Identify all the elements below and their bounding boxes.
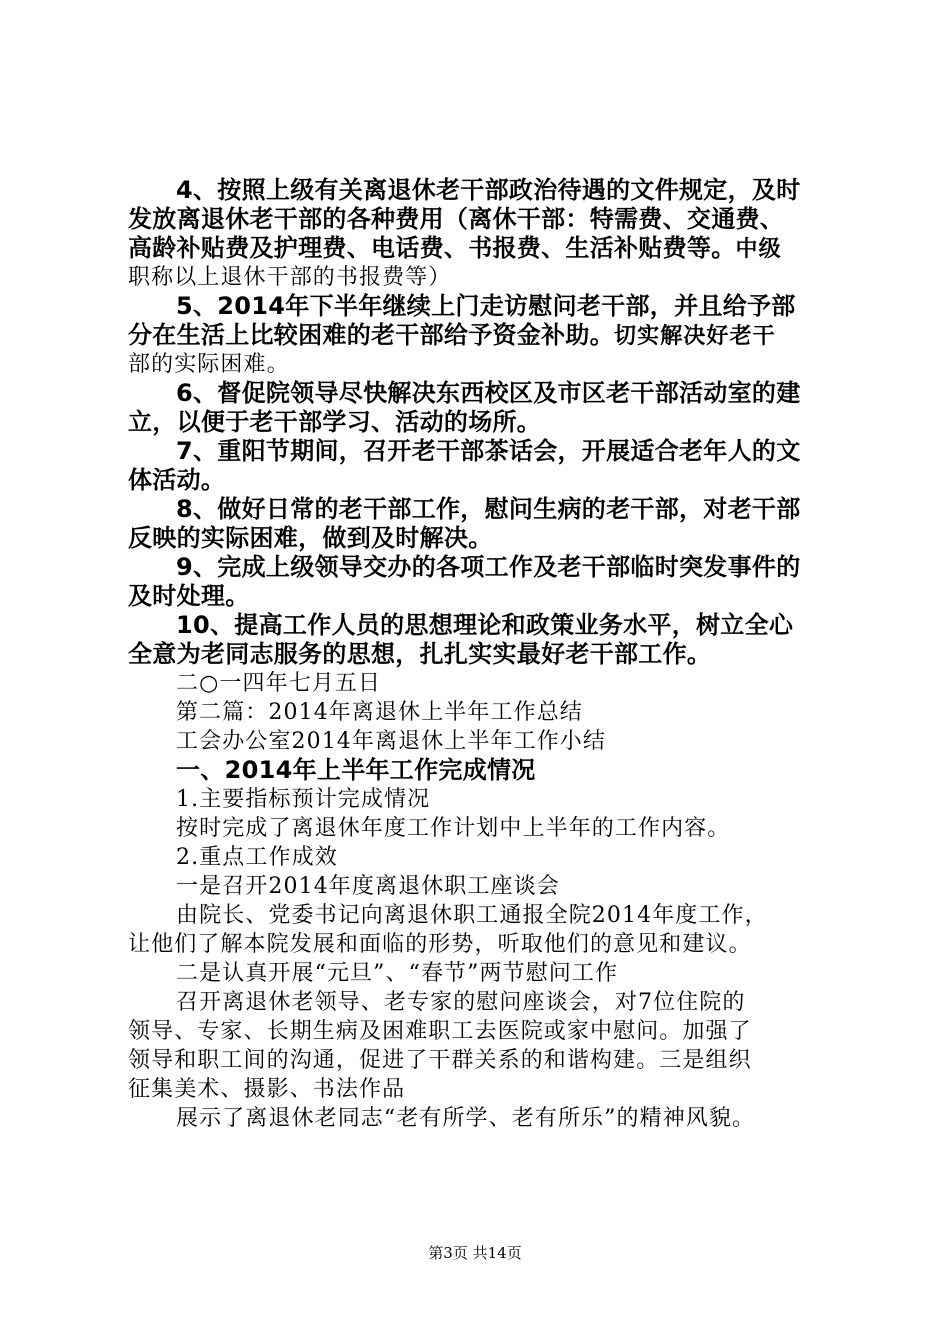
text-line — [128, 1046, 834, 1075]
line-text: 4、按照上级有关离退休老干部政治待遇的文件规定，及时 — [176, 176, 801, 204]
line-text: 领导和职工间的沟通，促进了干群关系的和谐构建。三是组织 — [128, 1048, 752, 1073]
text-line — [128, 640, 834, 669]
line-text: 高龄补贴费及护理费、电话费、书报费、生活补贴费等。 — [128, 234, 736, 262]
line-text-tail: 切实解决好老干 — [614, 323, 776, 349]
line-text: 部的实际困难。 — [128, 352, 290, 377]
text-line — [128, 959, 834, 988]
line-text: 让他们了解本院发展和面临的形势，听取他们的意见和建议。 — [128, 932, 752, 957]
text-line — [128, 901, 834, 930]
text-line — [128, 379, 834, 408]
text-line — [128, 263, 834, 292]
line-text: 由院长、党委书记向离退休职工通报全院2014年度工作， — [176, 903, 768, 928]
text-line — [128, 437, 834, 466]
line-text: 按时完成了离退休年度工作计划中上半年的工作内容。 — [176, 816, 731, 841]
text-line — [128, 524, 834, 553]
text-line — [128, 669, 834, 698]
text-line — [128, 930, 834, 959]
text-line — [128, 1017, 834, 1046]
text-line — [128, 582, 834, 611]
text-line — [128, 727, 834, 756]
line-text: 一、2014年上半年工作完成情况 — [176, 756, 536, 784]
text-line — [128, 176, 834, 205]
text-line — [128, 814, 834, 843]
line-text: 2.重点工作成效 — [176, 845, 338, 870]
line-text: 立，以便于老干部学习、活动的场所。 — [128, 408, 542, 436]
text-line — [128, 785, 834, 814]
line-text: 8、做好日常的老干部工作，慰问生病的老干部，对老干部 — [176, 495, 801, 523]
text-line — [128, 321, 834, 350]
text-line — [128, 843, 834, 872]
text-line — [128, 553, 834, 582]
line-text: 6、督促院领导尽快解决东西校区及市区老干部活动室的建 — [176, 379, 801, 407]
line-text: 分在生活上比较困难的老干部给予资金补助。 — [128, 321, 614, 349]
text-line — [128, 408, 834, 437]
text-line — [128, 1104, 834, 1133]
text-line — [128, 495, 834, 524]
line-text: 及时处理。 — [128, 582, 250, 610]
line-text: 1.主要指标预计完成情况 — [176, 787, 431, 812]
line-text: 一是召开2014年度离退休职工座谈会 — [176, 874, 560, 899]
line-text: 二○一四年七月五日 — [176, 671, 382, 696]
line-text: 展示了离退休老同志“老有所学、老有所乐”的精神风貌。 — [176, 1106, 756, 1131]
line-text: 发放离退休老干部的各种费用（离休干部：特需费、交通费、 — [128, 205, 785, 233]
text-line — [128, 234, 834, 263]
line-text: 职称以上退休干部的书报费等） — [128, 265, 452, 290]
line-text: 全意为老同志服务的思想，扎扎实实最好老干部工作。 — [128, 640, 712, 668]
line-text: 领导、专家、长期生病及困难职工去医院或家中慰问。加强了 — [128, 1019, 752, 1044]
line-text: 二是认真开展“元旦”、“春节”两节慰问工作 — [176, 961, 619, 986]
text-line — [128, 466, 834, 495]
text-line — [128, 1075, 834, 1104]
line-text: 工会办公室2014年离退休上半年工作小结 — [176, 729, 606, 754]
line-text: 第二篇：2014年离退休上半年工作总结 — [176, 700, 583, 725]
line-text: 体活动。 — [128, 466, 226, 494]
line-text: 5、2014年下半年继续上门走访慰问老干部，并且给予部 — [176, 292, 796, 320]
document-body — [128, 176, 834, 1133]
line-text-tail: 中级 — [735, 236, 782, 262]
text-line — [128, 698, 834, 727]
line-text: 征集美术、摄影、书法作品 — [128, 1077, 406, 1102]
text-line — [128, 205, 834, 234]
line-text: 9、完成上级领导交办的各项工作及老干部临时突发事件的 — [176, 553, 801, 581]
text-line — [128, 988, 834, 1017]
text-line — [128, 350, 834, 379]
text-line — [128, 872, 834, 901]
text-line — [128, 611, 834, 640]
line-text: 反映的实际困难，做到及时解决。 — [128, 524, 493, 552]
line-text: 10、提高工作人员的思想理论和政策业务水平，树立全心 — [176, 611, 794, 639]
text-line — [128, 292, 834, 321]
page-footer: 第3页 共14页 — [428, 1244, 522, 1262]
line-text: 7、重阳节期间，召开老干部茶话会，开展适合老年人的文 — [176, 437, 801, 465]
text-line — [128, 756, 834, 785]
line-text: 召开离退休老领导、老专家的慰问座谈会，对7位住院的 — [176, 990, 746, 1015]
